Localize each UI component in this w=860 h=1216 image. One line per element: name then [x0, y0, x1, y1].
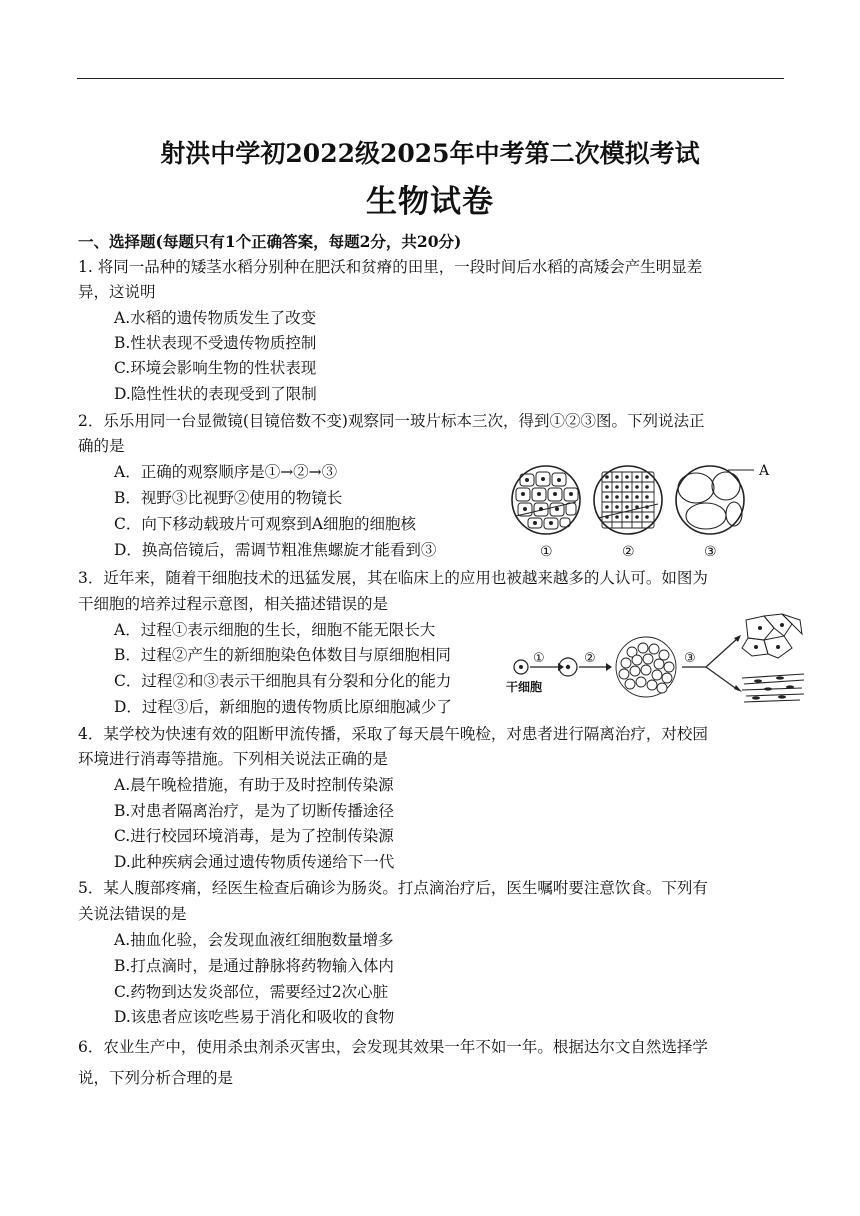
q2-stem-line2: 确的是 [78, 437, 125, 455]
view-3-caption: ③ [704, 544, 717, 560]
q2-option-a: A．正确的观察顺序是①→②→③ [114, 463, 338, 481]
differentiated-cells-top [742, 614, 802, 658]
stem-cell-culture-figure [506, 612, 806, 712]
q5-option-c: C.药物到达发炎部位，需要经过2次心脏 [114, 983, 389, 1001]
microscope-views-figure [506, 458, 776, 562]
q3-stem-line2: 干细胞的培养过程示意图，相关描述错误的是 [78, 595, 389, 613]
paper-subject-title: 生物试卷 [366, 184, 494, 220]
microscope-view-3 [676, 463, 770, 534]
q5-option-a: A.抽血化验，会发现血液红细胞数量增多 [114, 931, 394, 949]
q3-stem-line1: 3．近年来，随着干细胞技术的迅猛发展，其在临床上的应用也被越来越多的人认可。如图为 [78, 569, 708, 587]
step-3-label: ③ [684, 651, 696, 666]
view-2-caption: ② [622, 544, 635, 560]
q1-option-b: B.性状表现不受遗传物质控制 [114, 334, 317, 352]
q1-stem-line2: 异，这说明 [78, 283, 156, 301]
q4-stem-line1: 4．某学校为快速有效的阻断甲流传播，采取了每天晨午晚检，对患者进行隔离治疗，对校园 [78, 725, 708, 743]
q3-option-c: C．过程②和③表示干细胞具有分裂和分化的能力 [114, 672, 452, 690]
q6-stem-line1: 6．农业生产中，使用杀虫剂杀灭害虫，会发现其效果一年不如一年。根据达尔文自然选择学 [78, 1038, 708, 1056]
q2-option-d: D．换高倍镜后，需调节粗准焦螺旋才能看到③ [114, 541, 437, 559]
exam-title: 射洪中学初2022级2025年中考第二次模拟考试 [160, 139, 700, 168]
cell-cluster [616, 637, 676, 697]
q5-option-d: D.该患者应该吃些易于消化和吸收的食物 [114, 1008, 395, 1026]
q2-option-b: B．视野③比视野②使用的物镜长 [114, 489, 343, 507]
q2-stem-line1: 2．乐乐用同一台显微镜(目镜倍数不变)观察同一玻片标本三次，得到①②③图。下列说法正 [78, 412, 705, 430]
q1-option-d: D.隐性性状的表现受到了限制 [114, 385, 317, 403]
q4-option-d: D.此种疾病会通过遗传物质传递给下一代 [114, 853, 395, 871]
q2-option-c: C．向下移动载玻片可观察到A细胞的细胞核 [114, 515, 417, 533]
q4-option-c: C.进行校园环境消毒，是为了控制传染源 [114, 827, 394, 845]
stem-cell-label: 干细胞 [506, 680, 543, 694]
q5-stem-line1: 5．某人腹部疼痛，经医生检查后确诊为肠炎。打点滴治疗后，医生嘱咐要注意饮食。下列有 [78, 879, 708, 897]
q1-stem-line1: 1. 将同一品种的矮茎水稻分别种在肥沃和贫瘠的田里，一段时间后水稻的高矮会产生明显差 [78, 258, 703, 276]
section-heading: 一、选择题(每题只有1个正确答案，每题2分，共20分) [78, 232, 462, 251]
q6-stem-line2: 说，下列分析合理的是 [78, 1069, 234, 1087]
step-2-label: ② [584, 651, 596, 666]
q1-option-a: A.水稻的遗传物质发生了改变 [114, 309, 317, 327]
q4-stem-line2: 环境进行消毒等措施。下列相关说法正确的是 [78, 750, 389, 768]
q5-option-b: B.打点滴时，是通过静脉将药物输入体内 [114, 957, 394, 975]
q4-option-a: A.晨午晚检措施，有助于及时控制传染源 [114, 776, 394, 794]
q3-option-d: D．过程③后，新细胞的遗传物质比原细胞减少了 [114, 698, 452, 716]
q1-option-c: C.环境会影响生物的性状表现 [114, 359, 317, 377]
header-rule [77, 78, 784, 79]
q5-stem-line2: 关说法错误的是 [78, 905, 187, 923]
q3-option-b: B．过程②产生的新细胞染色体数目与原细胞相同 [114, 646, 451, 664]
microscope-view-2 [594, 466, 662, 534]
microscope-view-1 [512, 466, 580, 534]
q4-option-b: B.对患者隔离治疗，是为了切断传播途径 [114, 802, 394, 820]
q3-option-a: A．过程①表示细胞的生长，细胞不能无限长大 [114, 621, 436, 639]
view-1-caption: ① [540, 544, 553, 560]
step-1-label: ① [533, 651, 545, 666]
cell-a-pointer-label: A [759, 463, 770, 479]
differentiated-cells-bottom [742, 674, 804, 702]
